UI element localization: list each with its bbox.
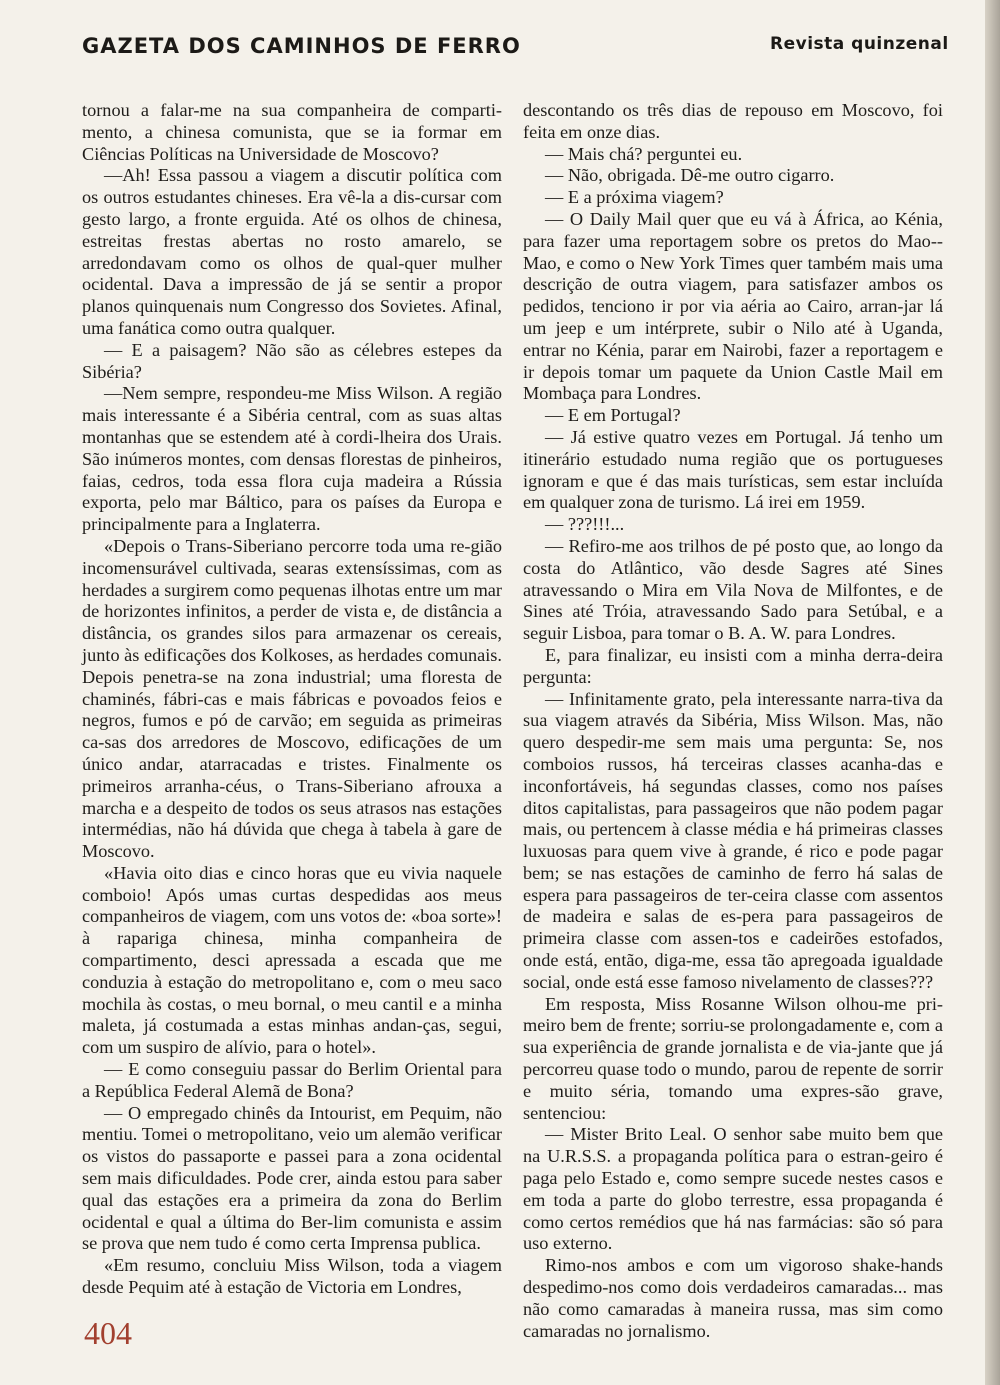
paragraph: — O empregado chinês da Intourist, em Pequim, não mentiu. Tomei o metropolitano, veio um alemão verificar os vistos do passaporte e passei para a zona ocidental sem mais dificuldades. Pode crer, ainda estou para saber qual das estações era a primeira da zona do Berlim ocidental e qual a última do Ber-lim comunista e assim se prova que nem tudo é como certa Imprensa publica. <box>82 1102 502 1254</box>
paragraph: descontando os três dias de repouso em Moscovo, foi feita em onze dias. <box>523 100 943 142</box>
left-column <box>82 100 502 1299</box>
paragraph: — Mister Brito Leal. O senhor sabe muito bem que na U.R.S.S. a propaganda política para o estran-geiro é paga pelo Estado e, como sempre sucede nestes casos e em toda a parte do globo terrestre, essa propaganda é como certos remédios que há nas farmácias: são só para uso externo. <box>523 1124 943 1254</box>
paragraph: — O Daily Mail quer que eu vá à África, ao Kénia, para fazer uma reportagem sobre os pretos do Mao--Mao, e como o New York Times quer também mais uma descrição de outra viagem, para satisfazer ambos os pedidos, tenciono ir por via aéria ao Cairo, arran-jar lá um jeep e um intérprete, subir o Nilo até à Uganda, entrar no Kénia, parar em Nairobi, fazer a reportagem e ir depois tomar um paquete da Union Castle Mail em Mombaça para Londres. <box>523 208 943 404</box>
paragraph: — Infinitamente grato, pela interessante narra-tiva da sua viagem através da Sibéria, Miss Wilson. Mas, não quero despedir-me sem mais uma pergunta: Se, nos comboios russos, há terceiras classes acanha-das e inconfortáveis, há segundas classes, como nos países ditos capitalistas, para passageiros que não podem pagar mais, ou pertencem à classe média e há primeiras classes luxuosas para quem vive à grande, é rico e pode pagar bem; se nas estações de caminho de ferro há salas de espera para passageiros de ter-ceira classe com assentos de madeira e salas de es-pera para passageiros de primeira classe com assen-tos e cadeirões estofados, onde está, então, diga-me, essa tão apregoada igualdade social, onde está esse famoso nivelamento de classes??? <box>523 688 943 992</box>
paragraph: «Em resumo, concluiu Miss Wilson, toda a viagem desde Pequim até à estação de Victoria em Londres, <box>82 1255 502 1298</box>
paragraph: «Depois o Trans-Siberiano percorre toda uma re-gião incomensurável cultivada, searas extensíssimas, com as herdades a surgirem como pequenas ilhotas entre um mar de horizontes infinitos, a perder de vista e, de distância a distância, os grandes silos para armazenar os cereais, junto às edificações dos Kolkoses, as herdades comunais. Depois penetra-se na zona industrial; uma floresta de chaminés, fábri-cas e mais fábricas e povoados feios e negros, fumos e pó de carvão; em seguida as primeiras ca-sas dos arredores de Moscovo, edificações de um único andar, atarracadas e tristes. Finalmente os primeiros arranha-céus, o Trans-Siberiano afrouxa a marcha e a despeito de todos os seus atrasos nas estações intermédias, não há dúvida que chega à tabela à gare de Moscovo. <box>82 535 502 862</box>
paragraph: Em resposta, Miss Rosanne Wilson olhou-me pri-meiro bem de frente; sorriu-se prolongadamente e, com a sua experiência de grande jornalista e de via-jante que já percorreu quase todo o mundo, parou de repente de sorrir e muito séria, tomando uma expres-são grave, sentenciou: <box>523 993 943 1123</box>
paragraph: E, para finalizar, eu insisti com a minha derra-deira pergunta: <box>523 644 943 687</box>
paragraph: — E em Portugal? <box>545 405 681 426</box>
paragraph: «Havia oito dias e cinco horas que eu vivia naquele comboio! Após umas curtas despedidas aos meus companheiros de viagem, com uns votos de: «boa sorte»! à rapariga chinesa, minha companheira de compartimento, desci apressada a escada que me conduzia à estação do metropolitano e, com o meu saco mochila às costas, o meu bornal, o meu cantil e a minha maleta, já costumada a estas minhas andan-ças, segui, com um suspiro de alívio, para o hotel». <box>82 862 502 1058</box>
paragraph: — Já estive quatro vezes em Portugal. Já tenho um itinerário estudado numa região que os portugueses ignoram e que é das mais turísticas, sem estar incluída em qualquer zona de turismo. Lá irei em 1959. <box>523 426 943 513</box>
paragraph: — Não, obrigada. Dê-me outro cigarro. <box>545 165 835 186</box>
page-header <box>0 0 1000 90</box>
page-edge-shadow <box>985 0 1000 1385</box>
paragraph: — Mais chá? perguntei eu. <box>545 143 743 164</box>
paragraph: — E como conseguiu passar do Berlim Oriental para a República Federal Alemã de Bona? <box>82 1059 502 1101</box>
paragraph: Rimo-nos ambos e com um vigoroso shake-hands despedimo-nos como dois verdadeiros camaradas... mas não como camaradas à maneira russa, mas sim como camaradas no jornalismo. <box>523 1255 943 1341</box>
paragraph: — E a paisagem? Não são as célebres estepes da Sibéria? <box>82 339 502 382</box>
paragraph: — ???!!!... <box>545 514 625 535</box>
journal-subtitle: Revista quinzenal <box>770 34 949 54</box>
paragraph: — Refiro-me aos trilhos de pé posto que, ao longo da costa do Atlântico, vão desde Sagres até Sines atravessando o Mira em Vila Nova de Milfontes, e de Sines até Tróia, atravessando Sado para Setúbal, e a seguir Lisboa, para tomar o B. A. W. para Londres. <box>523 535 943 644</box>
journal-title: GAZETA DOS CAMINHOS DE FERRO <box>82 34 521 58</box>
paragraph: —Ah! Essa passou a viagem a discutir política com os outros estudantes chineses. Era vê-la a dis-cursar com gesto largo, a fronte erguida. Até os olhos de chinesa, estreitas frestas abertas no rosto amarelo, se arredondavam como os olhos de qual-quer mulher ocidental. Dava a impressão de já se sentir a propor planos quinquenais num Congresso dos Sovietes. Afinal, uma fanática como outra qualquer. <box>82 165 502 338</box>
right-column <box>523 100 943 1342</box>
page-number: 404 <box>84 1315 132 1351</box>
paragraph: —Nem sempre, respondeu-me Miss Wilson. A região mais interessante é a Sibéria central, com as suas altas montanhas que se estendem até à cordi-lheira dos Urais. São inúmeros montes, com densas florestas de pinheiros, faias, cedros, toda essa flora cuja madeira a Rússia exporta, pelo mar Báltico, para os países da Europa e principalmente para a Inglaterra. <box>82 383 502 535</box>
paragraph: — E a próxima viagem? <box>545 187 724 208</box>
paragraph: tornou a falar-me na sua companheira de comparti-mento, a chinesa comunista, que se ia formar em Ciências Políticas na Universidade de Moscovo? <box>82 100 502 164</box>
